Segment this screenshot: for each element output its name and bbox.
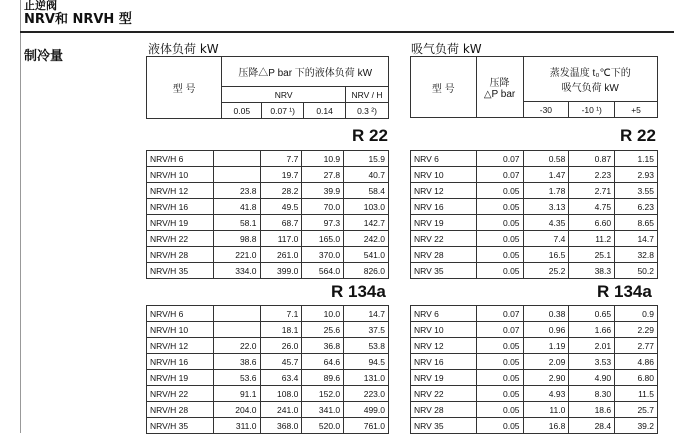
suction-evap-header xyxy=(523,57,658,102)
table-row xyxy=(147,231,389,247)
value-cell: 58.4 xyxy=(344,183,389,199)
value-cell: 6.23 xyxy=(615,199,658,215)
model-cell: NRV 12 xyxy=(411,338,477,354)
model-cell: NRV 28 xyxy=(411,247,477,263)
value-cell: 4.93 xyxy=(523,386,569,402)
value-cell: 341.0 xyxy=(302,402,344,418)
value-cell: 368.0 xyxy=(260,418,302,434)
model-cell: NRV/H 35 xyxy=(147,418,214,434)
table-row xyxy=(147,183,389,199)
table-row xyxy=(147,386,389,402)
table-row xyxy=(411,151,658,167)
suction-r134a-label: R 134a xyxy=(597,282,652,301)
value-cell: 4.35 xyxy=(523,215,569,231)
value-cell: 63.4 xyxy=(260,370,302,386)
table-row xyxy=(147,338,389,354)
table-row xyxy=(411,306,658,322)
liquid-col-header: 0.05 xyxy=(222,103,262,119)
table-row xyxy=(147,247,389,263)
value-cell: 370.0 xyxy=(302,247,344,263)
value-cell: 0.38 xyxy=(523,306,569,322)
model-cell: NRV/H 10 xyxy=(147,167,214,183)
section-label: 制冷量 xyxy=(24,49,64,64)
liquid-r22-label: R 22 xyxy=(352,126,388,145)
suction-evap-header-line2: 吸气负荷 kW xyxy=(561,83,619,94)
suction-r22-label: R 22 xyxy=(620,126,656,145)
suction-evap-header-line1: 蒸发温度 t₀℃下的 xyxy=(549,68,631,79)
value-cell: 3.53 xyxy=(569,354,615,370)
value-cell: 68.7 xyxy=(260,215,302,231)
table-row xyxy=(147,322,389,338)
table-row xyxy=(411,338,658,354)
value-cell: 16.5 xyxy=(523,247,569,263)
model-cell: NRV/H 28 xyxy=(147,247,214,263)
value-cell: 25.1 xyxy=(569,247,615,263)
value-cell: 8.65 xyxy=(615,215,658,231)
model-cell: NRV 6 xyxy=(411,151,477,167)
value-cell xyxy=(213,167,260,183)
value-cell: 0.05 xyxy=(476,231,523,247)
value-cell: 0.05 xyxy=(476,215,523,231)
value-cell: 0.05 xyxy=(476,386,523,402)
table-row xyxy=(411,402,658,418)
model-cell: NRV/H 12 xyxy=(147,183,214,199)
model-cell: NRV/H 6 xyxy=(147,151,214,167)
doc-title-models: NRV和 NRVH 型 xyxy=(24,12,132,27)
value-cell: 223.0 xyxy=(344,386,389,402)
suction-group-title: 吸气负荷 kW xyxy=(411,42,482,56)
value-cell: 4.75 xyxy=(569,199,615,215)
value-cell: 0.87 xyxy=(569,151,615,167)
table-row xyxy=(411,215,658,231)
table-row xyxy=(411,386,658,402)
value-cell: 27.8 xyxy=(302,167,344,183)
value-cell: 564.0 xyxy=(302,263,344,279)
table-row xyxy=(147,167,389,183)
value-cell: 761.0 xyxy=(344,418,389,434)
table-row xyxy=(147,151,389,167)
value-cell: 28.2 xyxy=(260,183,302,199)
liquid-r134a-label: R 134a xyxy=(331,282,386,301)
value-cell: 0.05 xyxy=(476,199,523,215)
value-cell: 38.3 xyxy=(569,263,615,279)
table-row xyxy=(411,167,658,183)
value-cell: 15.9 xyxy=(344,151,389,167)
model-cell: NRV 28 xyxy=(411,402,477,418)
value-cell: 117.0 xyxy=(260,231,302,247)
model-cell: NRV 22 xyxy=(411,231,477,247)
value-cell: 541.0 xyxy=(344,247,389,263)
value-cell: 3.55 xyxy=(615,183,658,199)
value-cell: 6.60 xyxy=(569,215,615,231)
value-cell: 39.9 xyxy=(302,183,344,199)
value-cell: 25.6 xyxy=(302,322,344,338)
value-cell: 2.77 xyxy=(615,338,658,354)
liquid-col-header: 0.07 ¹) xyxy=(262,103,304,119)
suction-col-header: +5 xyxy=(615,102,658,118)
table-row xyxy=(147,418,389,434)
value-cell: 25.2 xyxy=(523,263,569,279)
value-cell: 242.0 xyxy=(344,231,389,247)
value-cell: 311.0 xyxy=(213,418,260,434)
table-row xyxy=(411,247,658,263)
value-cell: 1.66 xyxy=(569,322,615,338)
value-cell: 1.47 xyxy=(523,167,569,183)
value-cell: 520.0 xyxy=(302,418,344,434)
value-cell: 98.8 xyxy=(213,231,260,247)
value-cell: 49.5 xyxy=(260,199,302,215)
value-cell: 23.8 xyxy=(213,183,260,199)
model-cell: NRV 6 xyxy=(411,306,477,322)
value-cell: 0.05 xyxy=(476,263,523,279)
value-cell: 91.1 xyxy=(213,386,260,402)
suction-col-header: -10 ¹) xyxy=(569,102,615,118)
value-cell: 0.05 xyxy=(476,402,523,418)
liquid-col-header: 0.3 ²) xyxy=(346,103,389,119)
model-cell: NRV 10 xyxy=(411,167,477,183)
value-cell: 40.7 xyxy=(344,167,389,183)
table-row xyxy=(147,199,389,215)
value-cell: 16.8 xyxy=(523,418,569,434)
liquid-type-header: 型 号 xyxy=(147,57,222,119)
doc-title-cn: 止逆阀 xyxy=(24,0,57,12)
model-cell: NRV 35 xyxy=(411,418,477,434)
model-cell: NRV/H 6 xyxy=(147,306,214,322)
table-row xyxy=(147,370,389,386)
value-cell: 2.93 xyxy=(615,167,658,183)
value-cell: 0.9 xyxy=(615,306,658,322)
value-cell: 11.2 xyxy=(569,231,615,247)
model-cell: NRV/H 16 xyxy=(147,354,214,370)
suction-col-header: -30 xyxy=(523,102,569,118)
value-cell: 7.7 xyxy=(260,151,302,167)
value-cell: 18.6 xyxy=(569,402,615,418)
model-cell: NRV 16 xyxy=(411,199,477,215)
value-cell: 45.7 xyxy=(260,354,302,370)
value-cell: 97.3 xyxy=(302,215,344,231)
model-cell: NRV/H 19 xyxy=(147,370,214,386)
model-cell: NRV/H 16 xyxy=(147,199,214,215)
suction-header-table xyxy=(410,56,658,118)
value-cell: 103.0 xyxy=(344,199,389,215)
value-cell: 499.0 xyxy=(344,402,389,418)
table-row xyxy=(411,183,658,199)
value-cell: 142.7 xyxy=(344,215,389,231)
table-row xyxy=(147,306,389,322)
model-cell: NRV/H 10 xyxy=(147,322,214,338)
liquid-pressure-header: 压降△P bar 下的液体负荷 kW xyxy=(222,57,389,87)
value-cell: 53.8 xyxy=(344,338,389,354)
value-cell: 131.0 xyxy=(344,370,389,386)
value-cell: 2.71 xyxy=(569,183,615,199)
table-row xyxy=(147,402,389,418)
value-cell: 70.0 xyxy=(302,199,344,215)
value-cell: 19.7 xyxy=(260,167,302,183)
value-cell: 0.05 xyxy=(476,338,523,354)
table-row xyxy=(411,418,658,434)
value-cell: 28.4 xyxy=(569,418,615,434)
value-cell: 152.0 xyxy=(302,386,344,402)
table-row xyxy=(147,354,389,370)
value-cell: 39.2 xyxy=(615,418,658,434)
value-cell: 2.01 xyxy=(569,338,615,354)
value-cell: 89.6 xyxy=(302,370,344,386)
liquid-sub-nrvh: NRV / H xyxy=(346,87,389,103)
value-cell: 2.23 xyxy=(569,167,615,183)
value-cell: 2.29 xyxy=(615,322,658,338)
value-cell: 14.7 xyxy=(344,306,389,322)
value-cell: 2.09 xyxy=(523,354,569,370)
model-cell: NRV 22 xyxy=(411,386,477,402)
value-cell: 32.8 xyxy=(615,247,658,263)
value-cell: 0.58 xyxy=(523,151,569,167)
value-cell: 0.07 xyxy=(476,306,523,322)
model-cell: NRV/H 28 xyxy=(147,402,214,418)
model-cell: NRV 12 xyxy=(411,183,477,199)
liquid-group-title: 液体负荷 kW xyxy=(148,42,219,56)
value-cell: 4.86 xyxy=(615,354,658,370)
model-cell: NRV 19 xyxy=(411,215,477,231)
table-row xyxy=(147,263,389,279)
value-cell: 108.0 xyxy=(260,386,302,402)
value-cell: 399.0 xyxy=(260,263,302,279)
table-row xyxy=(411,322,658,338)
value-cell: 826.0 xyxy=(344,263,389,279)
value-cell: 25.7 xyxy=(615,402,658,418)
value-cell: 8.30 xyxy=(569,386,615,402)
value-cell: 0.07 xyxy=(476,167,523,183)
value-cell: 50.2 xyxy=(615,263,658,279)
liquid-r134a-table xyxy=(146,305,389,434)
value-cell: 7.4 xyxy=(523,231,569,247)
value-cell: 0.05 xyxy=(476,183,523,199)
value-cell: 0.65 xyxy=(569,306,615,322)
value-cell: 36.8 xyxy=(302,338,344,354)
liquid-r22-table xyxy=(146,150,389,279)
value-cell: 38.6 xyxy=(213,354,260,370)
value-cell: 1.15 xyxy=(615,151,658,167)
value-cell: 165.0 xyxy=(302,231,344,247)
value-cell: 58.1 xyxy=(213,215,260,231)
liquid-sub-nrv: NRV xyxy=(222,87,346,103)
value-cell: 0.05 xyxy=(476,354,523,370)
value-cell: 2.90 xyxy=(523,370,569,386)
value-cell: 7.1 xyxy=(260,306,302,322)
value-cell: 261.0 xyxy=(260,247,302,263)
table-row xyxy=(411,263,658,279)
value-cell: 241.0 xyxy=(260,402,302,418)
value-cell: 11.0 xyxy=(523,402,569,418)
model-cell: NRV 19 xyxy=(411,370,477,386)
suction-dp-header-line2: △P bar xyxy=(483,89,516,100)
value-cell: 26.0 xyxy=(260,338,302,354)
model-cell: NRV 35 xyxy=(411,263,477,279)
model-cell: NRV/H 12 xyxy=(147,338,214,354)
value-cell: 64.6 xyxy=(302,354,344,370)
suction-dp-header xyxy=(476,57,523,118)
value-cell: 3.13 xyxy=(523,199,569,215)
value-cell xyxy=(213,306,260,322)
value-cell: 14.7 xyxy=(615,231,658,247)
header-divider xyxy=(20,31,674,33)
value-cell: 1.19 xyxy=(523,338,569,354)
value-cell: 0.05 xyxy=(476,418,523,434)
model-cell: NRV 16 xyxy=(411,354,477,370)
table-row xyxy=(411,354,658,370)
value-cell: 94.5 xyxy=(344,354,389,370)
value-cell: 18.1 xyxy=(260,322,302,338)
value-cell xyxy=(213,322,260,338)
suction-r22-table xyxy=(410,150,658,279)
value-cell: 0.96 xyxy=(523,322,569,338)
value-cell: 10.9 xyxy=(302,151,344,167)
suction-r134a-table xyxy=(410,305,658,434)
suction-dp-header-line1: 压降 xyxy=(489,78,510,89)
value-cell: 334.0 xyxy=(213,263,260,279)
table-row xyxy=(147,215,389,231)
model-cell: NRV 10 xyxy=(411,322,477,338)
value-cell: 0.07 xyxy=(476,151,523,167)
value-cell: 221.0 xyxy=(213,247,260,263)
table-row xyxy=(411,199,658,215)
model-cell: NRV/H 22 xyxy=(147,231,214,247)
value-cell: 11.5 xyxy=(615,386,658,402)
table-row xyxy=(411,231,658,247)
value-cell: 0.05 xyxy=(476,370,523,386)
model-cell: NRV/H 22 xyxy=(147,386,214,402)
page-edge-line xyxy=(20,0,21,433)
value-cell: 37.5 xyxy=(344,322,389,338)
value-cell: 10.0 xyxy=(302,306,344,322)
value-cell xyxy=(213,151,260,167)
value-cell: 204.0 xyxy=(213,402,260,418)
value-cell: 53.6 xyxy=(213,370,260,386)
model-cell: NRV/H 35 xyxy=(147,263,214,279)
value-cell: 4.90 xyxy=(569,370,615,386)
value-cell: 1.78 xyxy=(523,183,569,199)
liquid-col-header: 0.14 xyxy=(304,103,346,119)
value-cell: 0.07 xyxy=(476,322,523,338)
value-cell: 6.80 xyxy=(615,370,658,386)
value-cell: 0.05 xyxy=(476,247,523,263)
liquid-header-table xyxy=(146,56,389,119)
suction-type-header: 型 号 xyxy=(411,57,477,118)
table-row xyxy=(411,370,658,386)
value-cell: 41.8 xyxy=(213,199,260,215)
value-cell: 22.0 xyxy=(213,338,260,354)
model-cell: NRV/H 19 xyxy=(147,215,214,231)
